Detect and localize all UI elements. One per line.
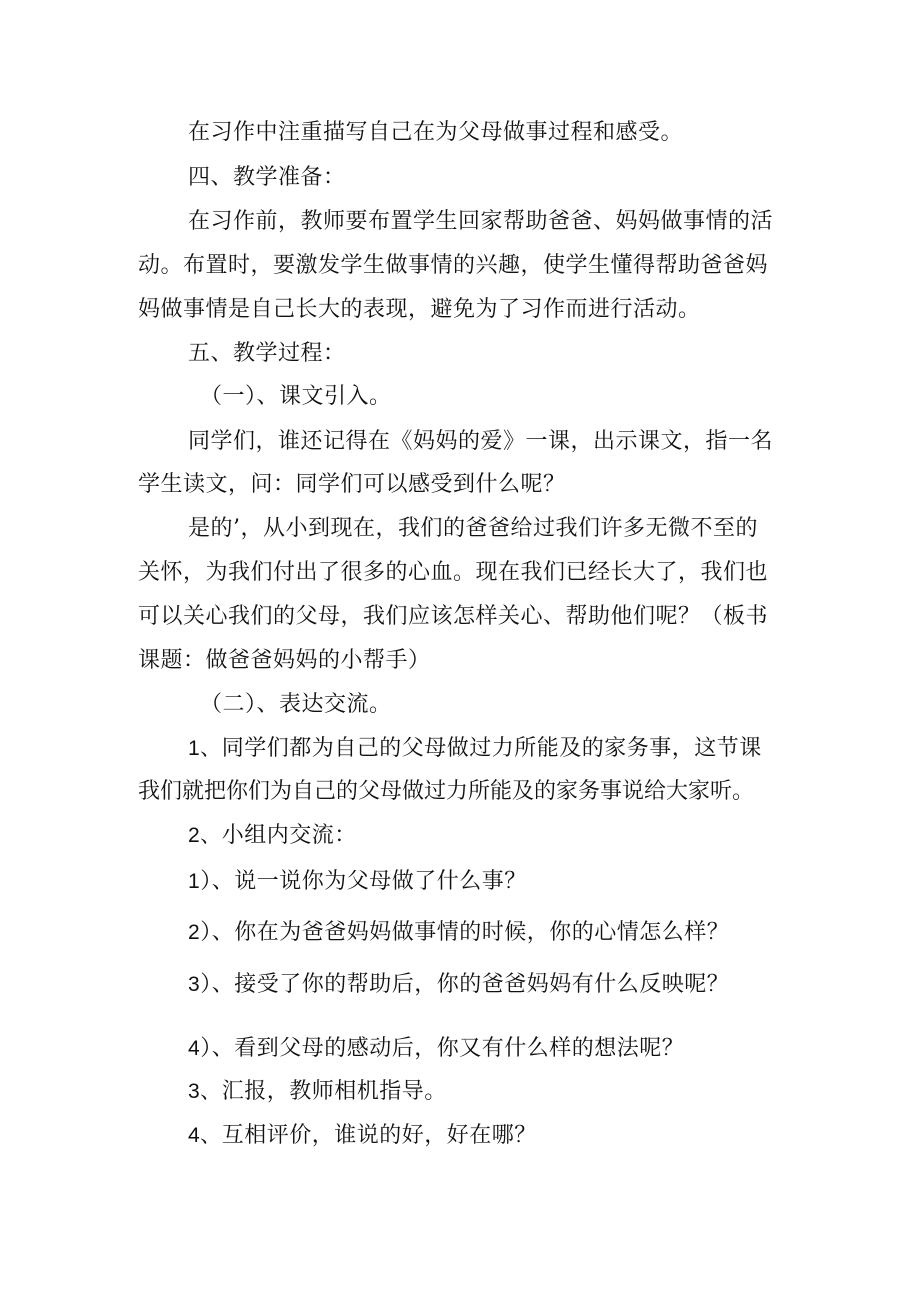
list-item — [188, 821, 357, 851]
paragraph-line: 动。布置时，要激发学生做事情的兴趣，使学生懂得帮助爸爸妈 — [138, 253, 769, 278]
list-item — [188, 1077, 447, 1107]
list-item — [188, 1121, 537, 1151]
list-number: 2、 — [188, 824, 222, 847]
subsection-heading: （一）、课文引入。 — [200, 384, 392, 409]
paragraph-line: 课题：做爸爸妈妈的小帮手） — [138, 648, 431, 673]
list-item-text: ）、你在为爸爸妈妈做事情的时候，你的心情怎么样？ — [200, 920, 730, 945]
list-item-text: 同学们都为自己的父母做过力所能及的家务事，这节课 — [221, 736, 762, 761]
list-number: 1 — [188, 870, 201, 893]
section-heading: 四、教学准备： — [188, 165, 346, 190]
list-item-text: 互相评价，谁说的好，好在哪？ — [221, 1123, 537, 1148]
list-number: 4 — [188, 1037, 201, 1060]
list-item — [188, 970, 729, 1000]
list-number: 4、 — [188, 1124, 222, 1147]
list-item — [188, 867, 527, 897]
paragraph-line: 学生读文，问：同学们可以感受到什么呢？ — [138, 472, 566, 497]
list-number: 2 — [188, 921, 201, 944]
paragraph-line: 关怀，为我们付出了很多的心血。现在我们已经长大了，我们也 — [138, 560, 769, 585]
section-heading: 五、教学过程： — [188, 341, 346, 366]
paragraph-line: 是的’，从小到现在，我们的爸爸给过我们许多无微不至的 — [188, 516, 758, 541]
paragraph-line: 我们就把你们为自己的父母做过力所能及的家务事说给大家听。 — [138, 779, 755, 804]
list-number: 3 — [188, 973, 201, 996]
paragraph-line: 可以关心我们的父母，我们应该怎样关心、帮助他们呢？（板书 — [138, 604, 769, 629]
list-item-text: ）、看到父母的感动后，你又有什么样的想法呢？ — [200, 1036, 685, 1061]
list-item-text: 小组内交流： — [221, 823, 357, 848]
list-item — [188, 1034, 684, 1064]
list-item — [188, 734, 762, 764]
list-number: 3、 — [188, 1080, 222, 1103]
paragraph-line: 同学们，谁还记得在《妈妈的爱》一课，出示课文，指一名 — [188, 429, 774, 454]
list-item-text: 汇报，教师相机指导。 — [221, 1079, 447, 1104]
list-item-text: ）、接受了你的帮助后，你的爸爸妈妈有什么反映呢？ — [200, 972, 730, 997]
paragraph-line: 在习作前，教师要布置学生回家帮助爸爸、妈妈做事情的活 — [188, 209, 774, 234]
subsection-heading: （二）、表达交流。 — [200, 692, 392, 717]
list-item — [188, 918, 729, 948]
paragraph-line: 在习作中注重描写自己在为父母做事过程和感受。 — [188, 120, 684, 145]
paragraph-line: 妈做事情是自己长大的表现，避免为了习作而进行活动。 — [138, 297, 701, 322]
list-number: 1、 — [188, 737, 222, 760]
list-item-text: ）、说一说你为父母做了什么事？ — [200, 869, 527, 894]
